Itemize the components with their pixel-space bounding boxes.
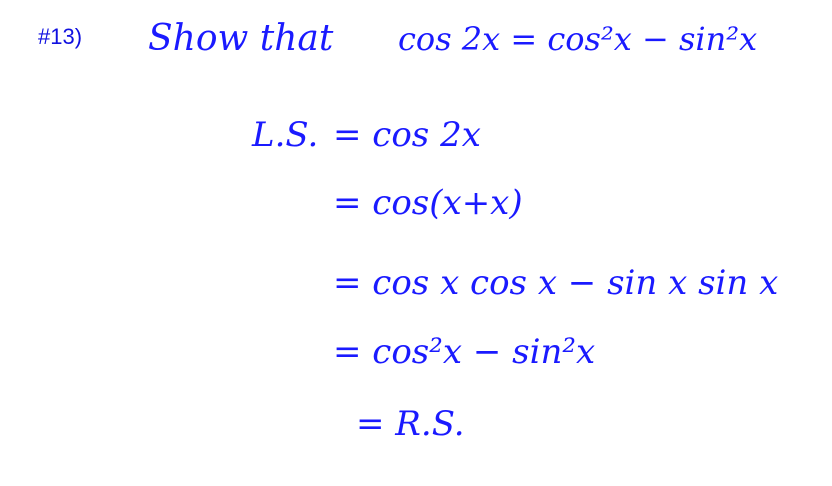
- proof-step-4: = R.S.: [356, 404, 465, 444]
- lhs-label: L.S.: [252, 115, 319, 155]
- problem-statement: cos 2x = cos²x − sin²x: [398, 20, 758, 58]
- proof-step-3: = cos²x − sin²x: [333, 332, 596, 372]
- lhs-expression: = cos 2x: [333, 115, 481, 155]
- problem-number: #13): [38, 24, 83, 49]
- proof-step-1: = cos(x+x): [333, 183, 523, 223]
- problem-instruction: Show that: [148, 18, 334, 59]
- proof-step-2: = cos x cos x − sin x sin x: [333, 263, 779, 303]
